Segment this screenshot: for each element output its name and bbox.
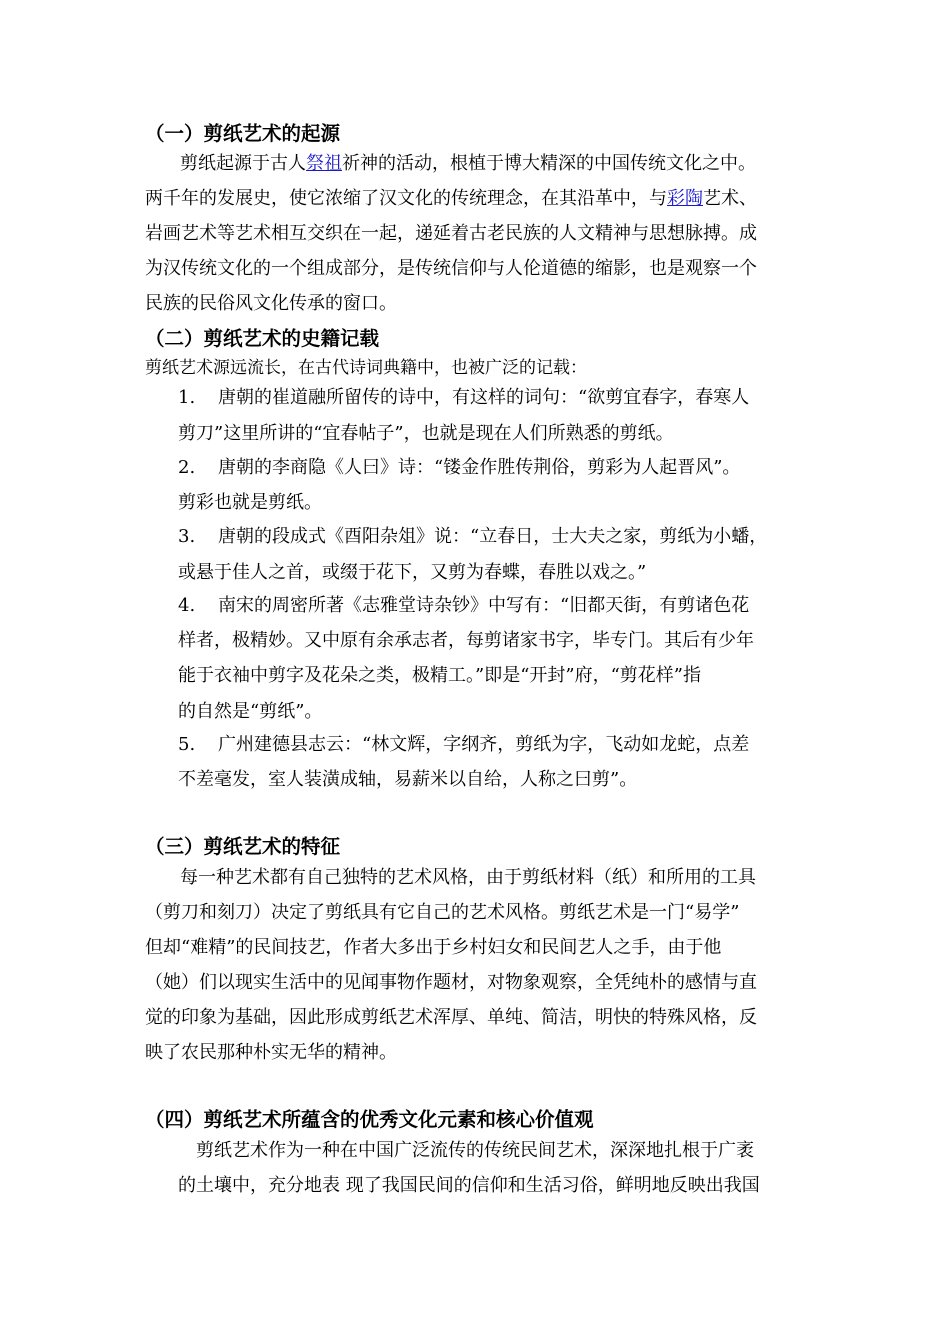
section-4-line-1: 剪纸艺术作为一种在中国广泛流传的传统民间艺术，深深地扎根于广袤 [196,1140,754,1161]
list-text: 广州建德县志云：“林文辉，字纲齐，剪纸为字，飞动如龙蛇，点差 [218,734,750,755]
link-jizu[interactable]: 祭祖 [306,153,342,174]
list-item-4-cont: 能于衣袖中剪字及花朵之类，极精工。”即是“开封”府，“剪花样”指 [178,665,702,686]
section-4-heading: （四）剪纸艺术所蕴含的优秀文化元素和核心价值观 [145,1108,594,1131]
list-text: 唐朝的李商隐《人曰》诗：“镂金作胜传荆俗，剪彩为人起晋风”。 [218,457,741,478]
list-item-5 [178,736,749,754]
section-3-line-1: 每一种艺术都有自己独特的艺术风格，由于剪纸材料（纸）和所用的工具 [180,867,756,888]
list-item-4-cont: 的自然是“剪纸”。 [178,701,323,722]
list-item-3-cont: 或悬于佳人之首，或缀于花下，又剪为春蝶，春胜以戏之。” [178,562,647,583]
section-3-heading: （三）剪纸艺术的特征 [145,835,341,858]
section-3-line-6: 映了农民那种朴实无华的精神。 [145,1042,397,1063]
list-number: 1. [178,387,196,408]
list-text: 唐朝的段成式《酉阳杂俎》说：“立春日，士大夫之家，剪纸为小蟠， [218,526,768,547]
section-1-line-5: 民族的民俗风文化传承的窗口。 [145,293,397,314]
list-text: 唐朝的崔道融所留传的诗中，有这样的词句：“欲剪宜春字，春寒人 [218,387,750,408]
list-item-3 [178,528,767,546]
section-1-line-1 [180,155,756,173]
section-3-line-4: （她）们以现实生活中的见闻事物作题材，对物象观察，全凭纯朴的感情与直 [145,972,757,993]
section-3-line-3: 但却“难精”的民间技艺，作者大多出于乡村妇女和民间艺人之手，由于他 [145,937,722,958]
section-2-heading: （二）剪纸艺术的史籍记载 [145,327,380,350]
section-3-line-2: （剪刀和刻刀）决定了剪纸具有它自己的艺术风格。剪纸艺术是一门“易学” [145,902,740,923]
section-1-line-2 [145,190,757,208]
list-number: 4. [178,595,196,616]
list-number: 5. [178,734,196,755]
text-span: 祈神的活动，根植于博大精深的中国传统文化之中。 [342,153,756,174]
section-1-heading: （一）剪纸艺术的起源 [145,122,341,145]
list-number: 3. [178,526,196,547]
section-4-line-2: 的土壤中，充分地表 现了我国民间的信仰和生活习俗，鲜明地反映出我国 [178,1175,760,1196]
list-item-2-cont: 剪彩也就是剪纸。 [178,492,322,513]
text-span: 两千年的发展史，使它浓缩了汉文化的传统理念，在其沿革中，与 [145,188,667,209]
list-item-5-cont: 不差毫发，室人装潢成轴，易薪米以自给，人称之曰剪”。 [178,769,638,790]
text-span: 剪纸起源于古人 [180,153,306,174]
list-item-1 [178,389,749,407]
link-caitao[interactable]: 彩陶 [667,188,703,209]
section-2-intro: 剪纸艺术源远流长，在古代诗词典籍中，也被广泛的记载： [145,358,587,378]
list-item-2 [178,459,740,477]
section-1-line-4: 为汉传统文化的一个组成部分，是传统信仰与人伦道德的缩影，也是观察一个 [145,258,757,279]
list-item-4 [178,597,749,615]
list-text: 南宋的周密所著《志雅堂诗杂钞》中写有：“旧都天街，有剪诸色花 [218,595,750,616]
text-span: 艺术、 [703,188,757,209]
list-item-1-cont: 剪刀”这里所讲的“宜春帖子”，也就是现在人们所熟悉的剪纸。 [178,423,674,444]
section-3-line-5: 觉的印象为基础，因此形成剪纸艺术浑厚、单纯、简洁，明快的特殊风格，反 [145,1007,757,1028]
list-number: 2. [178,457,196,478]
section-1-line-3: 岩画艺术等艺术相互交织在一起，递延着古老民族的人文精神与思想脉搏。成 [145,223,757,244]
list-item-4-cont: 样者，极精妙。又中原有余承志者，每剪诸家书字，毕专门。其后有少年 [178,630,754,651]
